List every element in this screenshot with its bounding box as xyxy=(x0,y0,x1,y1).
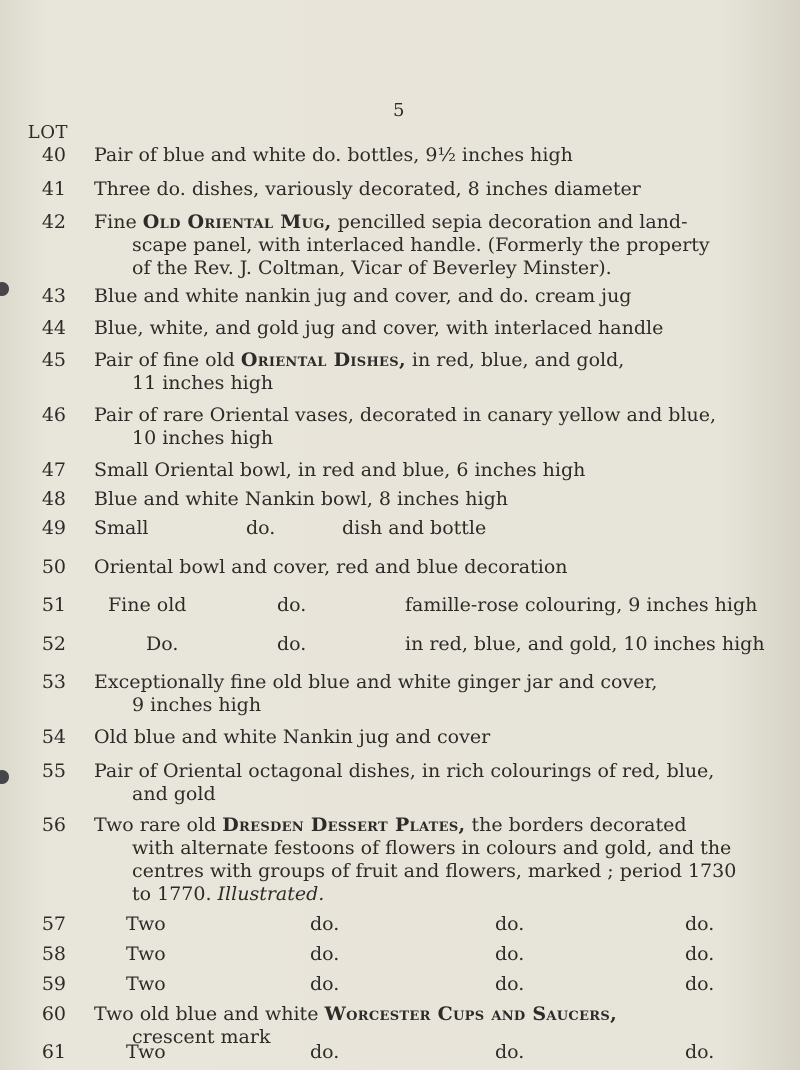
lot-number: 48 xyxy=(41,488,66,510)
ditto-mark: do. xyxy=(685,973,715,995)
lot-number: 56 xyxy=(41,814,66,836)
ditto-mark: do. xyxy=(246,517,276,539)
ditto-mark: do. xyxy=(495,913,525,935)
ditto-mark: do. xyxy=(685,913,715,935)
desc-continuation: 11 inches high xyxy=(132,372,274,394)
lot-number: 57 xyxy=(41,913,66,935)
lot-number: 49 xyxy=(41,517,66,539)
lot-number: 54 xyxy=(41,726,66,748)
lot-number: 58 xyxy=(41,943,66,965)
desc-text: the borders decorated xyxy=(465,814,687,836)
ditto-mark: do. xyxy=(495,973,525,995)
desc-heading: Old Oriental Mug, xyxy=(142,211,332,233)
desc-continuation: 9 inches high xyxy=(132,694,262,716)
desc-continuation: of the Rev. J. Coltman, Vicar of Beverley Minster). xyxy=(132,257,612,279)
desc-text: Two rare old xyxy=(94,814,223,836)
lot-description: Three do. dishes, variously decorated, 8 inches diameter xyxy=(94,178,641,200)
lot-description: Blue and white Nankin bowl, 8 inches high xyxy=(94,488,508,510)
lot-number: 44 xyxy=(41,317,66,339)
desc-heading: Oriental Dishes, xyxy=(240,349,406,371)
ditto-mark: do. xyxy=(310,913,340,935)
lot-item: Two xyxy=(126,973,166,995)
lot-number: 50 xyxy=(41,556,66,578)
desc-text: Exceptionally fine old blue and white ginger jar and cover, xyxy=(94,671,658,693)
lot-number: 47 xyxy=(41,459,66,481)
lot-item: Fine old xyxy=(108,594,187,616)
lot-number: 45 xyxy=(41,349,66,371)
lot-number: 59 xyxy=(41,973,66,995)
desc-heading: Worcester Cups and Saucers, xyxy=(324,1003,617,1025)
lot-description: Oriental bowl and cover, red and blue decoration xyxy=(94,556,568,578)
lot-number: 55 xyxy=(41,760,66,782)
lot-item: Two xyxy=(126,913,166,935)
desc-text: Fine xyxy=(94,211,143,233)
lot-description: Old blue and white Nankin jug and cover xyxy=(94,726,491,748)
desc-continuation: scape panel, with interlaced handle. (Formerly the property xyxy=(132,234,710,256)
ditto-mark: do. xyxy=(310,943,340,965)
lot-number: 42 xyxy=(41,211,66,233)
desc-continuation: with alternate festoons of flowers in colours and gold, and the xyxy=(132,837,732,859)
lot-description xyxy=(94,211,794,280)
lot-number: 60 xyxy=(41,1003,66,1025)
ditto-mark: do. xyxy=(685,1041,715,1063)
ditto-mark: do. xyxy=(277,633,307,655)
lot-item: Small xyxy=(94,517,149,539)
ditto-mark: do. xyxy=(685,943,715,965)
desc-continuation: to 1770. xyxy=(132,883,218,905)
lot-number: 51 xyxy=(41,594,66,616)
binding-hole-mark xyxy=(0,282,9,296)
lot-number: 40 xyxy=(41,144,66,166)
desc-text: Two old blue and white xyxy=(94,1003,325,1025)
illustrated-note: Illustrated. xyxy=(217,883,325,905)
lot-item-detail: dish and bottle xyxy=(342,517,487,539)
lot-description xyxy=(94,760,794,806)
lot-item: Two xyxy=(126,1041,166,1063)
desc-continuation: and gold xyxy=(132,783,216,805)
lot-item: Do. xyxy=(146,633,179,655)
lot-description: Small Oriental bowl, in red and blue, 6 inches high xyxy=(94,459,586,481)
page-number: 5 xyxy=(393,100,405,121)
binding-hole-mark xyxy=(0,770,9,784)
lot-number: 41 xyxy=(41,178,66,200)
lot-number: 53 xyxy=(41,671,66,693)
ditto-mark: do. xyxy=(277,594,307,616)
lot-description xyxy=(94,349,794,395)
lot-item-detail: in red, blue, and gold, 10 inches high xyxy=(405,633,765,655)
lot-item: Two xyxy=(126,943,166,965)
lot-description xyxy=(94,404,794,450)
lot-description: Pair of blue and white do. bottles, 9½ inches high xyxy=(94,144,573,166)
desc-text: pencilled sepia decoration and land- xyxy=(331,211,688,233)
desc-continuation: crescent mark xyxy=(132,1026,271,1048)
desc-continuation: centres with groups of fruit and flowers, marked ; period 1730 xyxy=(132,860,737,882)
lot-description xyxy=(94,671,794,717)
desc-text: Pair of rare Oriental vases, decorated in canary yellow and blue, xyxy=(94,404,717,426)
desc-heading: Dresden Dessert Plates, xyxy=(222,814,466,836)
ditto-mark: do. xyxy=(495,1041,525,1063)
desc-text: Pair of fine old xyxy=(94,349,241,371)
desc-text: in red, blue, and gold, xyxy=(405,349,625,371)
desc-text: Pair of Oriental octagonal dishes, in rich colourings of red, blue, xyxy=(94,760,715,782)
desc-continuation: 10 inches high xyxy=(132,427,274,449)
ditto-mark: do. xyxy=(495,943,525,965)
lot-number: 43 xyxy=(41,285,66,307)
lot-item-detail: famille-rose colouring, 9 inches high xyxy=(405,594,758,616)
lot-number: 46 xyxy=(41,404,66,426)
lot-number: 61 xyxy=(41,1041,66,1063)
lot-description xyxy=(94,814,794,906)
lot-number: 52 xyxy=(41,633,66,655)
lot-description: Blue, white, and gold jug and cover, with interlaced handle xyxy=(94,317,664,339)
ditto-mark: do. xyxy=(310,973,340,995)
lot-column-header: LOT xyxy=(27,122,68,143)
ditto-mark: do. xyxy=(310,1041,340,1063)
lot-description: Blue and white nankin jug and cover, and do. cream jug xyxy=(94,285,632,307)
